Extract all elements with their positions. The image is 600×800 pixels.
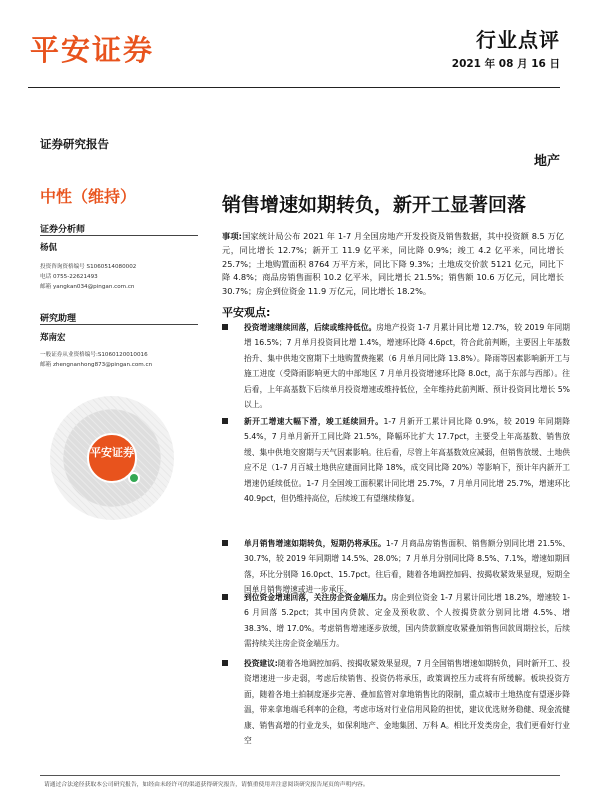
assistant-name: 郑南宏 [40,333,66,343]
document-type: 证券研究报告 [40,137,109,151]
bullet-square-icon [222,324,228,330]
qr-code[interactable] [50,396,174,520]
bullet-square-icon [222,418,228,424]
bullet-heading: 单月销售增速如期转负，短期仍将承压。 [244,539,386,548]
assistant-heading: 研究助理 [40,314,77,324]
bullet-square-icon [222,660,228,666]
assistant-license: 一般证券从业资格编号:S1060120010016 [40,352,148,358]
report-date: 2021 年 08 月 16 日 [451,58,560,70]
sector-label: 地产 [533,154,560,169]
view-heading: 平安观点: [222,306,271,319]
bullet-body: 房企到位资金 1-7 月累计同比增 18.2%，增速较 1-6 月回落 5.2pct；其中国内贷款、定金及预收款、个人按揭贷款分别同比增 4.5%、增 38.3%、增 17.0%。考虑销售增速逐步放缓，国内贷款额度收紧叠加销售回款周期拉长，后续需持续关注房企资金端压力。 [244,593,570,649]
company-logo: 平安证券 [30,33,155,67]
bullet-investment-advice [222,656,570,748]
bullet-investment [222,320,570,412]
analyst-phone: 电话 0755-22621493 [40,274,98,280]
lead-paragraph [222,230,564,299]
footer-divider [40,775,560,776]
footer-disclaimer: 请通过合法途径获取本公司研究报告，如经由未经许可的渠道获得研究报告，请慎重使用并注意阅读研究报告尾页的声明内容。 [44,782,369,788]
wechat-icon [128,472,140,484]
lead-label: 事项: [222,231,242,241]
bullet-square-icon [222,594,228,600]
header-divider [28,87,560,88]
analyst-divider [40,235,198,236]
lead-text: 国家统计局公布 2021 年 1-7 月全国房地产开发投资及销售数据，其中投资额 8.5 万亿元，同比增长 12.7%；新开工 11.9 亿平米，同比降 0.9%；竣工 4.2 亿平米，同比增长 25.7%；土地购置面积 8764 万平方米，同比下降 9.3%；土地成交价款 5121 亿元，同比下降 4.8%；商品房销售面积 10.2 亿平米，同比增长 21.5%；销售额 10.6 万亿元，同比增长 30.7%；房企到位资金 11.9 万亿元，同比增长 18.2%。 [222,231,564,297]
bullet-body: 1-7 月新开工累计同比降 0.9%，较 2019 年同期降 5.4%，7 月单月新开工同比降 21.5%，降幅环比扩大 17.7pct，主要受上年高基数、销售放缓、集中供地交窗期与天气因素影响。往后看，尽管上年高基数效应减弱，但销售放缓、土地供应不足（1-7 月百城土地供应建面同比降 18%，成交同比降 20%）等影响下，预计年内新开工增速仍延续低位。1-7 月全国竣工面积累计同比增 25.7%，7 月单月同比增 25.7%，增速环比 40.9pct，但仍维持高位，后续竣工有望继续修复。 [244,417,570,504]
report-type: 行业点评 [476,28,560,52]
report-title: 销售增速如期转负，新开工显著回落 [222,194,527,216]
bullet-heading: 投资增速继续回落，后续或维持低位。 [244,323,377,332]
analyst-license: 投资咨询资格编号 S1060514080002 [40,264,137,270]
assistant-email[interactable]: 邮箱 zhengnanhong873@pingan.com.cn [40,362,153,368]
analyst-heading: 证券分析师 [40,225,86,235]
bullet-funding [222,590,570,652]
bullet-body: 1-7 月商品房销售面积、销售额分别同比增 21.5%、30.7%，较 2019 年同期增 14.5%、28.0%；7 月单月分别同比降 8.5%、7.1%，增速如期回落，环比分别降 16.0pct、15.7pct。往后看，随着各地调控加码、按揭收紧效果显现，短期全国单月销售增速或进一步承压。 [244,539,570,595]
assistant-divider [40,324,198,325]
bullet-body: 房地产投资 1-7 月累计同比增 12.7%，较 2019 年同期增 16.5%；7 月单月投资同比增 1.4%，增速环比降 4.6pct，符合此前判断，主要因上年基数抬升、集中供地交窗期下土地购置费拖累（6 月单月同比降 13.8%）。降雨等因素影响新开工与施工进度（受降雨影响更大的中部地区 7 月单月投资增速环比降 8.0ct，高于东部与西部）。往后看，上年高基数下后续单月投资增速或维持低位，全年维持此前判断、预计投资同比增长 5%以上。 [244,323,570,410]
bullet-body: 随着各地调控加码、按揭收紧效果显现，7 月全国销售增速如期转负，同时新开工、投资增速进一步走弱，考虑后续销售、投资仍将承压，政策调控压力或将有所缓解。板块投资方面，随着各地土拍制度逐步完善、叠加监管对拿地销售比的限制，重点城市土地热度有望逐步降温，带来拿地端毛利率的企稳，考虑市场对行业信用风险的担忧，建议优选财务稳健、现金流健康、销售高增的行业龙头，如保利地产、金地集团、万科 A。相比开发类房企，我们更看好行业空 [244,659,571,746]
bullet-new-construction [222,414,570,506]
bullet-heading: 新开工增速大幅下滑，竣工延续回升。 [244,417,384,426]
analyst-name: 杨侃 [40,243,58,253]
rating-label: 中性（维持） [40,187,137,206]
bullet-heading: 投资建议: [244,659,278,668]
qr-logo-badge: 平安证券 [87,433,137,483]
analyst-email[interactable]: 邮箱 yangkan034@pingan.com.cn [40,284,135,290]
bullet-heading: 到位资金增速回落，关注房企资金端压力。 [244,593,392,602]
bullet-sales [222,536,570,598]
bullet-square-icon [222,540,228,546]
